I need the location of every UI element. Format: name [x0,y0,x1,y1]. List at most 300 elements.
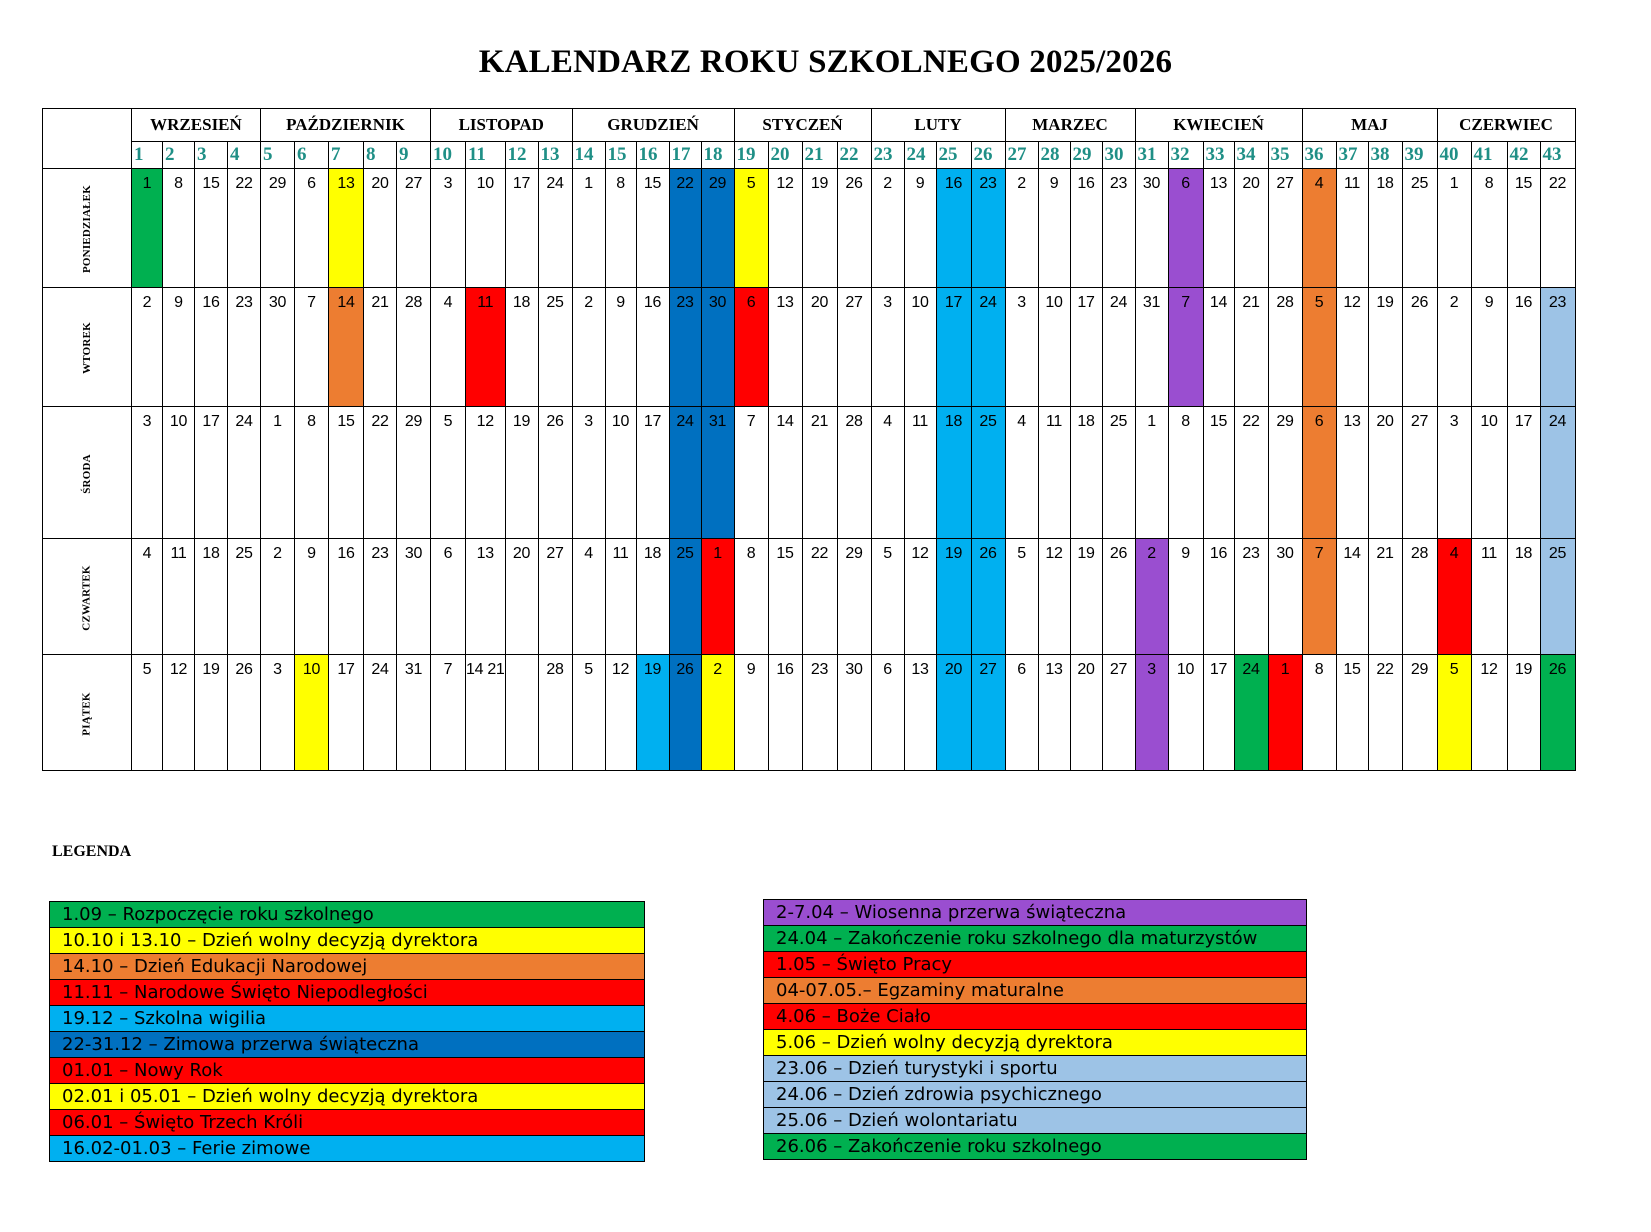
day-cell: 7 [734,407,768,539]
day-cell: 26 [669,655,701,771]
day-cell: 4 [871,407,904,539]
day-cell: 22 [669,169,701,288]
day-cell: 4 [1005,407,1038,539]
day-cell: 15 [636,169,669,288]
week-number: 30 [1102,142,1135,169]
weekday-row [43,539,1576,655]
day-cell: 23 [227,288,260,407]
day-cell: 18 [1070,407,1102,539]
day-cell: 13 [328,169,363,288]
legend-item: 1.09 – Rozpoczęcie roku szkolnego [50,902,645,928]
day-cell: 16 [328,539,363,655]
day-cell: 19 [936,539,971,655]
legend-item: 19.12 – Szkolna wigilia [50,1006,645,1032]
day-cell: 29 [1268,407,1302,539]
day-cell: 9 [294,539,328,655]
day-cell: 26 [227,655,260,771]
week-number: 25 [936,142,971,169]
day-cell: 5 [871,539,904,655]
day-cell: 5 [430,407,465,539]
week-number: 7 [328,142,363,169]
day-cell: 27 [971,655,1005,771]
day-cell: 18 [636,539,669,655]
day-cell: 3 [260,655,294,771]
day-cell: 3 [430,169,465,288]
legend-item: 4.06 – Boże Ciało [764,1004,1307,1030]
day-cell: 30 [1268,539,1302,655]
legend-item: 22-31.12 – Zimowa przerwa świąteczna [50,1032,645,1058]
day-cell: 26 [1402,288,1437,407]
day-cell: 6 [430,539,465,655]
day-cell: 11 [465,288,505,407]
legend-left-table [49,901,645,1162]
page-title: KALENDARZ ROKU SZKOLNEGO 2025/2026 [478,44,1173,80]
day-cell: 18 [936,407,971,539]
day-cell: 9 [1471,288,1507,407]
day-cell: 12 [465,407,505,539]
day-cell: 20 [1070,655,1102,771]
day-cell: 24 [363,655,396,771]
day-cell: 17 [328,655,363,771]
week-number: 43 [1540,142,1575,169]
day-cell: 2 [871,169,904,288]
day-cell: 25 [1540,539,1575,655]
day-cell: 17 [505,169,538,288]
day-cell: 29 [396,407,430,539]
day-cell: 25 [538,288,572,407]
weekday-label-cell [43,169,132,288]
legend-right-table [763,899,1307,1160]
day-cell: 1 [572,169,605,288]
day-cell: 3 [1005,288,1038,407]
week-number: 40 [1437,142,1471,169]
legend-item: 16.02-01.03 – Ferie zimowe [50,1136,645,1162]
day-cell: 28 [1268,288,1302,407]
day-cell: 11 [1038,407,1070,539]
day-cell: 2 [260,539,294,655]
day-cell: 6 [1168,169,1203,288]
week-number: 39 [1402,142,1437,169]
day-cell: 18 [1507,539,1540,655]
day-cell: 2 [131,288,162,407]
day-cell: 7 [1302,539,1336,655]
week-number: 33 [1203,142,1234,169]
weekday-label-cell [43,655,132,771]
day-cell: 2 [1437,288,1471,407]
month-header: PAŹDZIERNIK [260,109,430,142]
day-cell: 20 [363,169,396,288]
weekday-label: ŚRODA [80,453,93,494]
day-cell: 22 [1234,407,1268,539]
day-cell: 4 [1437,539,1471,655]
day-cell: 5 [1437,655,1471,771]
day-cell: 1 [1437,169,1471,288]
day-cell: 28 [1402,539,1437,655]
day-cell: 30 [701,288,734,407]
week-number: 9 [396,142,430,169]
week-number: 18 [701,142,734,169]
day-cell: 26 [837,169,871,288]
week-number: 28 [1038,142,1070,169]
day-cell: 15 [1203,407,1234,539]
day-cell: 25 [669,539,701,655]
day-cell: 23 [1540,288,1575,407]
day-cell: 12 [904,539,936,655]
day-cell: 20 [1368,407,1402,539]
week-number: 15 [605,142,636,169]
day-cell: 29 [701,169,734,288]
day-cell: 7 [1168,288,1203,407]
legend-item: 5.06 – Dzień wolny decyzją dyrektora [764,1030,1307,1056]
day-cell: 14 [1203,288,1234,407]
day-cell: 2 [1135,539,1168,655]
day-cell: 11 [1471,539,1507,655]
month-header: MARZEC [1005,109,1135,142]
day-cell: 9 [1038,169,1070,288]
weekday-label-cell [43,407,132,539]
week-number: 4 [227,142,260,169]
day-cell: 5 [572,655,605,771]
day-cell: 5 [1302,288,1336,407]
day-cell: 1 [260,407,294,539]
day-cell: 25 [1402,169,1437,288]
day-cell: 6 [1005,655,1038,771]
day-cell: 4 [1302,169,1336,288]
week-number: 20 [768,142,802,169]
month-header: MAJ [1302,109,1437,142]
legend-item: 24.06 – Dzień zdrowia psychicznego [764,1082,1307,1108]
day-cell: 22 [363,407,396,539]
day-cell: 13 [465,539,505,655]
month-header: CZERWIEC [1437,109,1575,142]
legend-item: 23.06 – Dzień turystyki i sportu [764,1056,1307,1082]
day-cell: 21 [363,288,396,407]
day-cell: 26 [538,407,572,539]
weekday-label: WTOREK [80,322,93,374]
day-cell: 13 [1336,407,1368,539]
day-cell: 10 [1471,407,1507,539]
week-number: 5 [260,142,294,169]
legend-item: 24.04 – Zakończenie roku szkolnego dla maturzystów [764,926,1307,952]
day-cell: 7 [430,655,465,771]
week-number: 41 [1471,142,1507,169]
day-cell: 31 [701,407,734,539]
legend-item: 02.01 i 05.01 – Dzień wolny decyzją dyrektora [50,1084,645,1110]
day-cell: 22 [1540,169,1575,288]
month-header: GRUDZIEŃ [572,109,734,142]
week-number: 3 [194,142,227,169]
week-number: 8 [363,142,396,169]
day-cell: 21 [1368,539,1402,655]
weekday-label-cell [43,288,132,407]
day-cell: 9 [904,169,936,288]
day-cell: 5 [131,655,162,771]
day-cell: 27 [1102,655,1135,771]
month-header: LUTY [871,109,1005,142]
day-cell: 3 [1135,655,1168,771]
month-header: STYCZEŃ [734,109,871,142]
day-cell: 11 [904,407,936,539]
week-number: 42 [1507,142,1540,169]
day-cell: 9 [734,655,768,771]
day-cell: 13 [1203,169,1234,288]
day-cell: 6 [294,169,328,288]
legend-item: 06.01 – Święto Trzech Króli [50,1110,645,1136]
day-cell: 22 [227,169,260,288]
day-cell: 24 [227,407,260,539]
day-cell: 16 [1070,169,1102,288]
day-cell: 10 [904,288,936,407]
day-cell: 25 [1102,407,1135,539]
legend-item: 25.06 – Dzień wolontariatu [764,1108,1307,1134]
month-header: WRZESIEŃ [131,109,260,142]
day-cell: 25 [227,539,260,655]
day-cell: 15 [328,407,363,539]
day-cell: 26 [1102,539,1135,655]
day-cell: 30 [260,288,294,407]
day-cell: 20 [505,539,538,655]
day-cell: 8 [162,169,194,288]
day-cell: 19 [1507,655,1540,771]
day-cell: 16 [636,288,669,407]
day-cell: 19 [1368,288,1402,407]
day-cell: 14 21 [465,655,505,771]
day-cell: 12 [1038,539,1070,655]
day-cell: 7 [294,288,328,407]
day-cell: 10 [162,407,194,539]
week-number: 16 [636,142,669,169]
day-cell: 2 [572,288,605,407]
weekday-row [43,169,1576,288]
day-cell: 2 [701,655,734,771]
day-cell: 13 [1038,655,1070,771]
week-number: 38 [1368,142,1402,169]
week-number: 6 [294,142,328,169]
day-cell: 18 [1368,169,1402,288]
header-corner [43,109,132,169]
week-number: 19 [734,142,768,169]
day-cell: 4 [430,288,465,407]
weekday-label-cell [43,539,132,655]
day-cell: 15 [194,169,227,288]
day-cell: 26 [1540,655,1575,771]
day-cell: 5 [734,169,768,288]
day-cell: 30 [1135,169,1168,288]
day-cell: 15 [1336,655,1368,771]
day-cell: 23 [363,539,396,655]
week-number: 10 [430,142,465,169]
day-cell: 27 [837,288,871,407]
week-number: 14 [572,142,605,169]
day-cell: 11 [162,539,194,655]
day-cell: 13 [904,655,936,771]
day-cell: 31 [1135,288,1168,407]
legend-item: 10.10 i 13.10 – Dzień wolny decyzją dyrektora [50,928,645,954]
day-cell: 12 [1336,288,1368,407]
day-cell: 17 [636,407,669,539]
day-cell: 19 [802,169,837,288]
day-cell: 30 [396,539,430,655]
day-cell: 23 [1102,169,1135,288]
day-cell: 20 [1234,169,1268,288]
week-number: 21 [802,142,837,169]
day-cell: 12 [768,169,802,288]
day-cell: 27 [1268,169,1302,288]
day-cell: 14 [328,288,363,407]
day-cell: 8 [1302,655,1336,771]
weekday-label: CZWARTEK [80,564,93,631]
day-cell [505,655,538,771]
week-number: 23 [871,142,904,169]
day-cell: 23 [1234,539,1268,655]
day-cell: 23 [669,288,701,407]
week-number: 35 [1268,142,1302,169]
day-cell: 26 [971,539,1005,655]
legend-item: 11.11 – Narodowe Święto Niepodległości [50,980,645,1006]
legend-heading: LEGENDA [52,843,132,860]
day-cell: 19 [505,407,538,539]
day-cell: 27 [1402,407,1437,539]
weekday-row [43,655,1576,771]
day-cell: 1 [131,169,162,288]
day-cell: 24 [1234,655,1268,771]
day-cell: 1 [1268,655,1302,771]
day-cell: 8 [1471,169,1507,288]
legend-item: 1.05 – Święto Pracy [764,952,1307,978]
day-cell: 13 [768,288,802,407]
day-cell: 9 [162,288,194,407]
weekday-label: PONIEDZIAŁEK [80,185,93,273]
day-cell: 2 [1005,169,1038,288]
day-cell: 12 [605,655,636,771]
day-cell: 18 [505,288,538,407]
day-cell: 19 [1070,539,1102,655]
day-cell: 31 [396,655,430,771]
day-cell: 10 [294,655,328,771]
day-cell: 20 [936,655,971,771]
school-year-calendar [42,108,1576,771]
legend-item: 14.10 – Dzień Edukacji Narodowej [50,954,645,980]
week-number: 32 [1168,142,1203,169]
day-cell: 29 [1402,655,1437,771]
weekday-row [43,407,1576,539]
week-number: 31 [1135,142,1168,169]
weekday-label: PIĄTEK [80,691,93,736]
day-cell: 22 [1368,655,1402,771]
day-cell: 29 [837,539,871,655]
week-number: 24 [904,142,936,169]
week-number: 36 [1302,142,1336,169]
day-cell: 17 [1507,407,1540,539]
day-cell: 1 [1135,407,1168,539]
day-cell: 10 [465,169,505,288]
day-cell: 3 [871,288,904,407]
day-cell: 28 [396,288,430,407]
week-number: 2 [162,142,194,169]
day-cell: 30 [837,655,871,771]
week-number: 11 [465,142,505,169]
day-cell: 16 [768,655,802,771]
day-cell: 12 [1471,655,1507,771]
week-number: 13 [538,142,572,169]
day-cell: 24 [1540,407,1575,539]
day-cell: 17 [194,407,227,539]
day-cell: 1 [701,539,734,655]
day-cell: 28 [837,407,871,539]
day-cell: 18 [194,539,227,655]
week-number: 12 [505,142,538,169]
day-cell: 3 [131,407,162,539]
day-cell: 25 [971,407,1005,539]
day-cell: 15 [1507,169,1540,288]
day-cell: 24 [1102,288,1135,407]
day-cell: 20 [802,288,837,407]
day-cell: 11 [605,539,636,655]
legend-item: 2-7.04 – Wiosenna przerwa świąteczna [764,900,1307,926]
day-cell: 15 [768,539,802,655]
day-cell: 19 [636,655,669,771]
day-cell: 9 [1168,539,1203,655]
week-number: 26 [971,142,1005,169]
day-cell: 4 [572,539,605,655]
week-number: 27 [1005,142,1038,169]
day-cell: 27 [538,539,572,655]
day-cell: 21 [802,407,837,539]
day-cell: 23 [802,655,837,771]
day-cell: 8 [294,407,328,539]
day-cell: 19 [194,655,227,771]
month-header: KWIECIEŃ [1135,109,1302,142]
day-cell: 14 [768,407,802,539]
day-cell: 24 [538,169,572,288]
day-cell: 9 [605,288,636,407]
day-cell: 4 [131,539,162,655]
week-number: 34 [1234,142,1268,169]
day-cell: 16 [936,169,971,288]
day-cell: 6 [1302,407,1336,539]
day-cell: 8 [734,539,768,655]
month-header: LISTOPAD [430,109,572,142]
day-cell: 10 [1038,288,1070,407]
day-cell: 24 [971,288,1005,407]
legend-item: 04-07.05.– Egzaminy maturalne [764,978,1307,1004]
day-cell: 10 [605,407,636,539]
day-cell: 6 [871,655,904,771]
day-cell: 27 [396,169,430,288]
week-number: 29 [1070,142,1102,169]
day-cell: 8 [1168,407,1203,539]
day-cell: 16 [1507,288,1540,407]
weekday-row [43,288,1576,407]
day-cell: 28 [538,655,572,771]
week-number: 1 [131,142,162,169]
legend-item: 26.06 – Zakończenie roku szkolnego [764,1134,1307,1160]
day-cell: 3 [572,407,605,539]
day-cell: 24 [669,407,701,539]
day-cell: 22 [802,539,837,655]
day-cell: 12 [162,655,194,771]
day-cell: 16 [194,288,227,407]
day-cell: 17 [1203,655,1234,771]
day-cell: 17 [936,288,971,407]
day-cell: 23 [971,169,1005,288]
day-cell: 29 [260,169,294,288]
day-cell: 8 [605,169,636,288]
week-number: 37 [1336,142,1368,169]
day-cell: 10 [1168,655,1203,771]
week-number: 22 [837,142,871,169]
day-cell: 5 [1005,539,1038,655]
